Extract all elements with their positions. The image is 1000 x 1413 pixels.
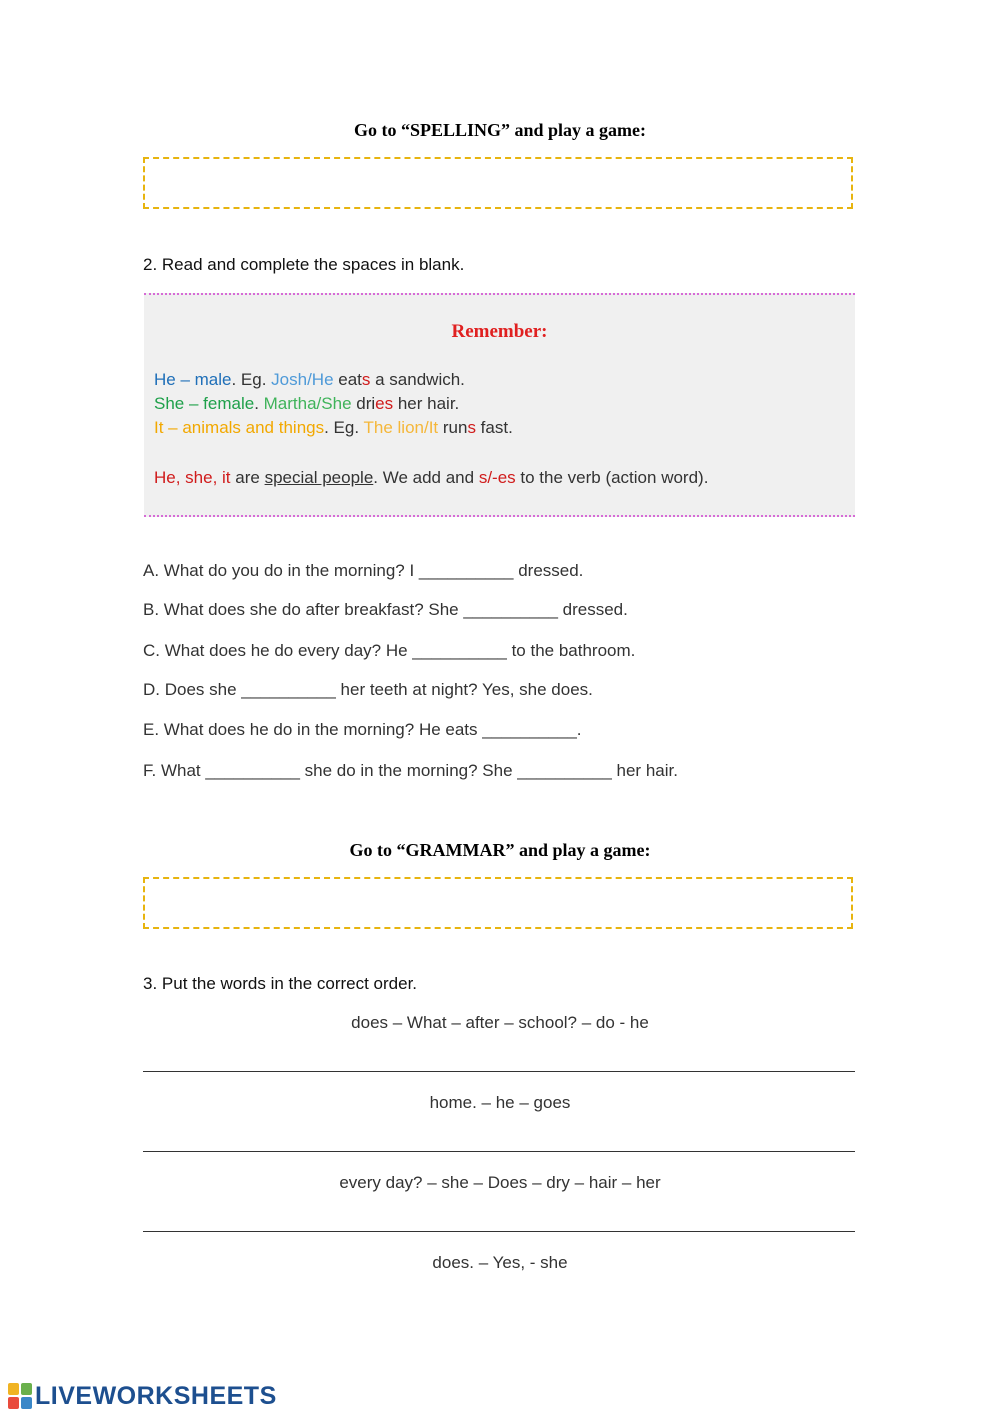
remember-line-he: He – male. Eg. Josh/He eats a sandwich. — [154, 370, 465, 389]
answer-line-1[interactable] — [143, 1071, 855, 1072]
remember-line-it: It – animals and things. Eg. The lion/It runs fast. — [154, 418, 513, 437]
section3-title: 3. Put the words in the correct order. — [143, 974, 418, 993]
question-d: D. Does she __________ her teeth at night? Yes, she does. — [143, 680, 593, 699]
question-e: E. What does he do in the morning? He eats __________. — [143, 720, 582, 739]
scrambled-sentence-2: home. – he – goes — [429, 1093, 571, 1112]
question-b: B. What does she do after breakfast? She __________ dressed. — [143, 600, 628, 619]
scrambled-sentence-3: every day? – she – Does – dry – hair – her — [339, 1173, 661, 1192]
liveworksheets-logo-icon — [8, 1383, 32, 1409]
scrambled-sentence-4: does. – Yes, - she — [432, 1253, 568, 1272]
grammar-heading: Go to “GRAMMAR” and play a game: — [349, 840, 651, 860]
question-a: A. What do you do in the morning? I __________ dressed. — [143, 561, 584, 580]
remember-line-rule: He, she, it are special people. We add and s/-es to the verb (action word). — [154, 468, 709, 487]
remember-box — [144, 293, 855, 517]
spelling-heading: Go to “SPELLING” and play a game: — [353, 120, 647, 140]
remember-title: Remember: — [451, 321, 548, 342]
question-c: C. What does he do every day? He __________ to the bathroom. — [143, 641, 636, 660]
scrambled-sentence-1: does – What – after – school? – do - he — [351, 1013, 649, 1032]
section2-title: 2. Read and complete the spaces in blank. — [143, 255, 465, 274]
spelling-game-box[interactable] — [143, 157, 853, 209]
answer-line-2[interactable] — [143, 1151, 855, 1152]
answer-line-3[interactable] — [143, 1231, 855, 1232]
remember-line-she: She – female. Martha/She dries her hair. — [154, 394, 460, 413]
grammar-game-box[interactable] — [143, 877, 853, 929]
liveworksheets-logo — [8, 1382, 277, 1410]
liveworksheets-logo-text: LIVEWORKSHEETS — [35, 1381, 277, 1410]
question-f: F. What __________ she do in the morning? She __________ her hair. — [143, 761, 678, 780]
